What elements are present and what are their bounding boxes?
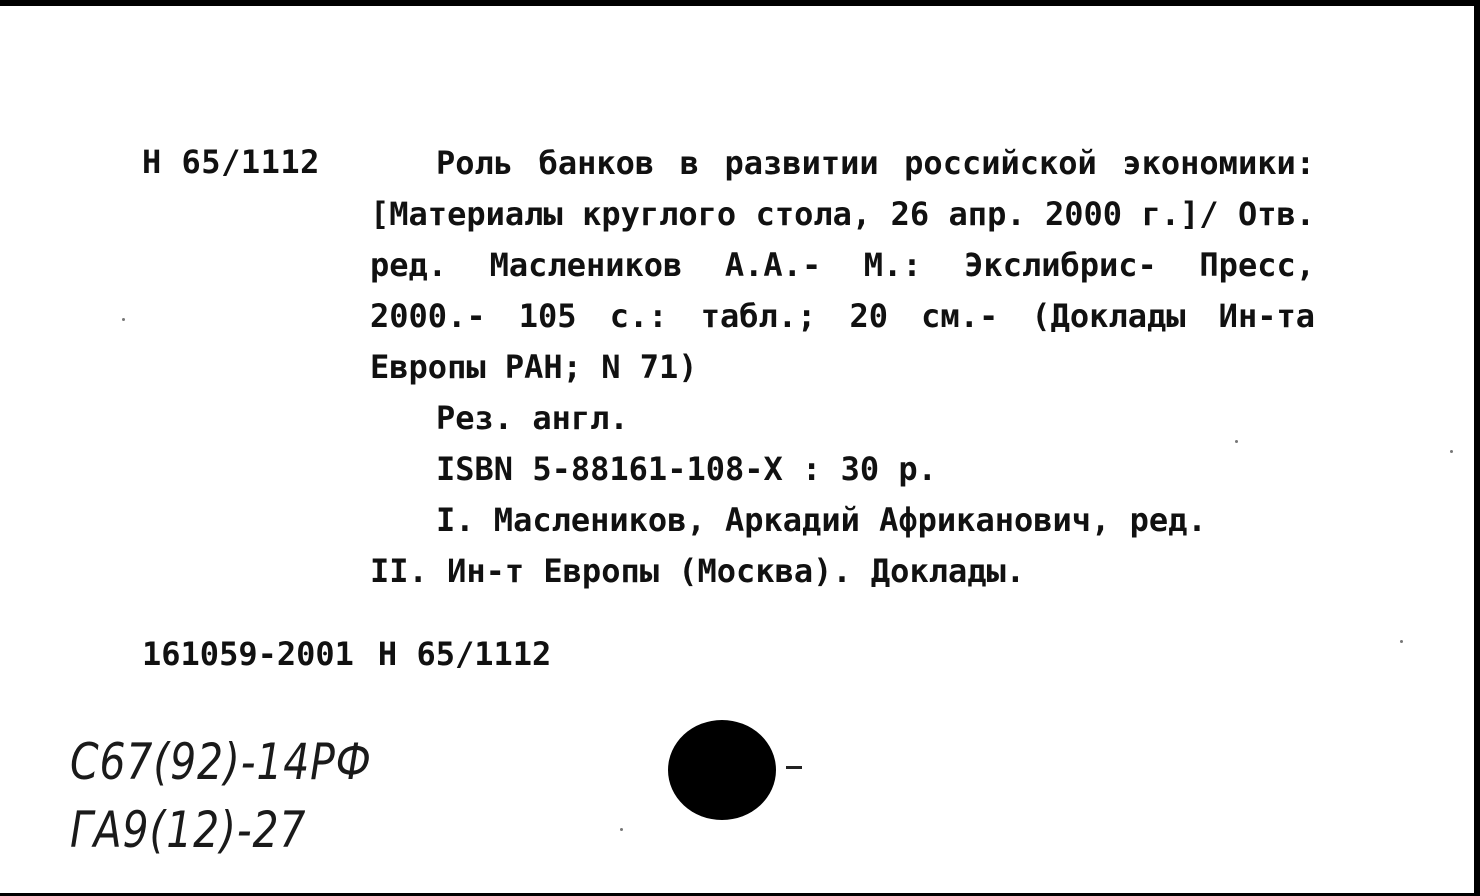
added-entry-editor: I. Маслеников, Аркадий Африканович, ред.: [436, 501, 1207, 539]
punch-hole: [668, 720, 776, 820]
bibliographic-entry: [370, 138, 1315, 597]
summary-note: Рез. англ.: [436, 399, 629, 437]
speck: [122, 318, 125, 321]
speck: [1400, 640, 1403, 643]
isbn-price: ISBN 5-88161-108-Х : 30 р.: [436, 450, 937, 488]
handwritten-classification: [70, 728, 372, 878]
speck: [1235, 440, 1238, 443]
accession-line: [142, 630, 551, 678]
added-entry-series: II. Ин-т Европы (Москва). Доклады.: [370, 552, 1026, 590]
speck: [620, 828, 623, 831]
handwritten-line-1: С67(92)-14РФ: [70, 733, 372, 791]
main-description: Роль банков в развитии российской экономики: [Материалы круглого стола, 26 апр. 2000 г.]/ Отв. ред. Маслеников А.А.- М.: Экслибрис- Пресс, 2000.- 105 с.: табл.; 20 см.- (Доклады Ин-та Европы РАН; N 71): [370, 144, 1315, 386]
hole-mark: [786, 766, 802, 769]
speck: [1450, 450, 1453, 453]
accession-call-number: Н 65/1112: [377, 635, 552, 673]
handwritten-line-2: ГА9(12)-27: [70, 801, 307, 859]
call-number: Н 65/1112: [142, 143, 320, 181]
accession-number: 161059-2001: [142, 635, 354, 673]
